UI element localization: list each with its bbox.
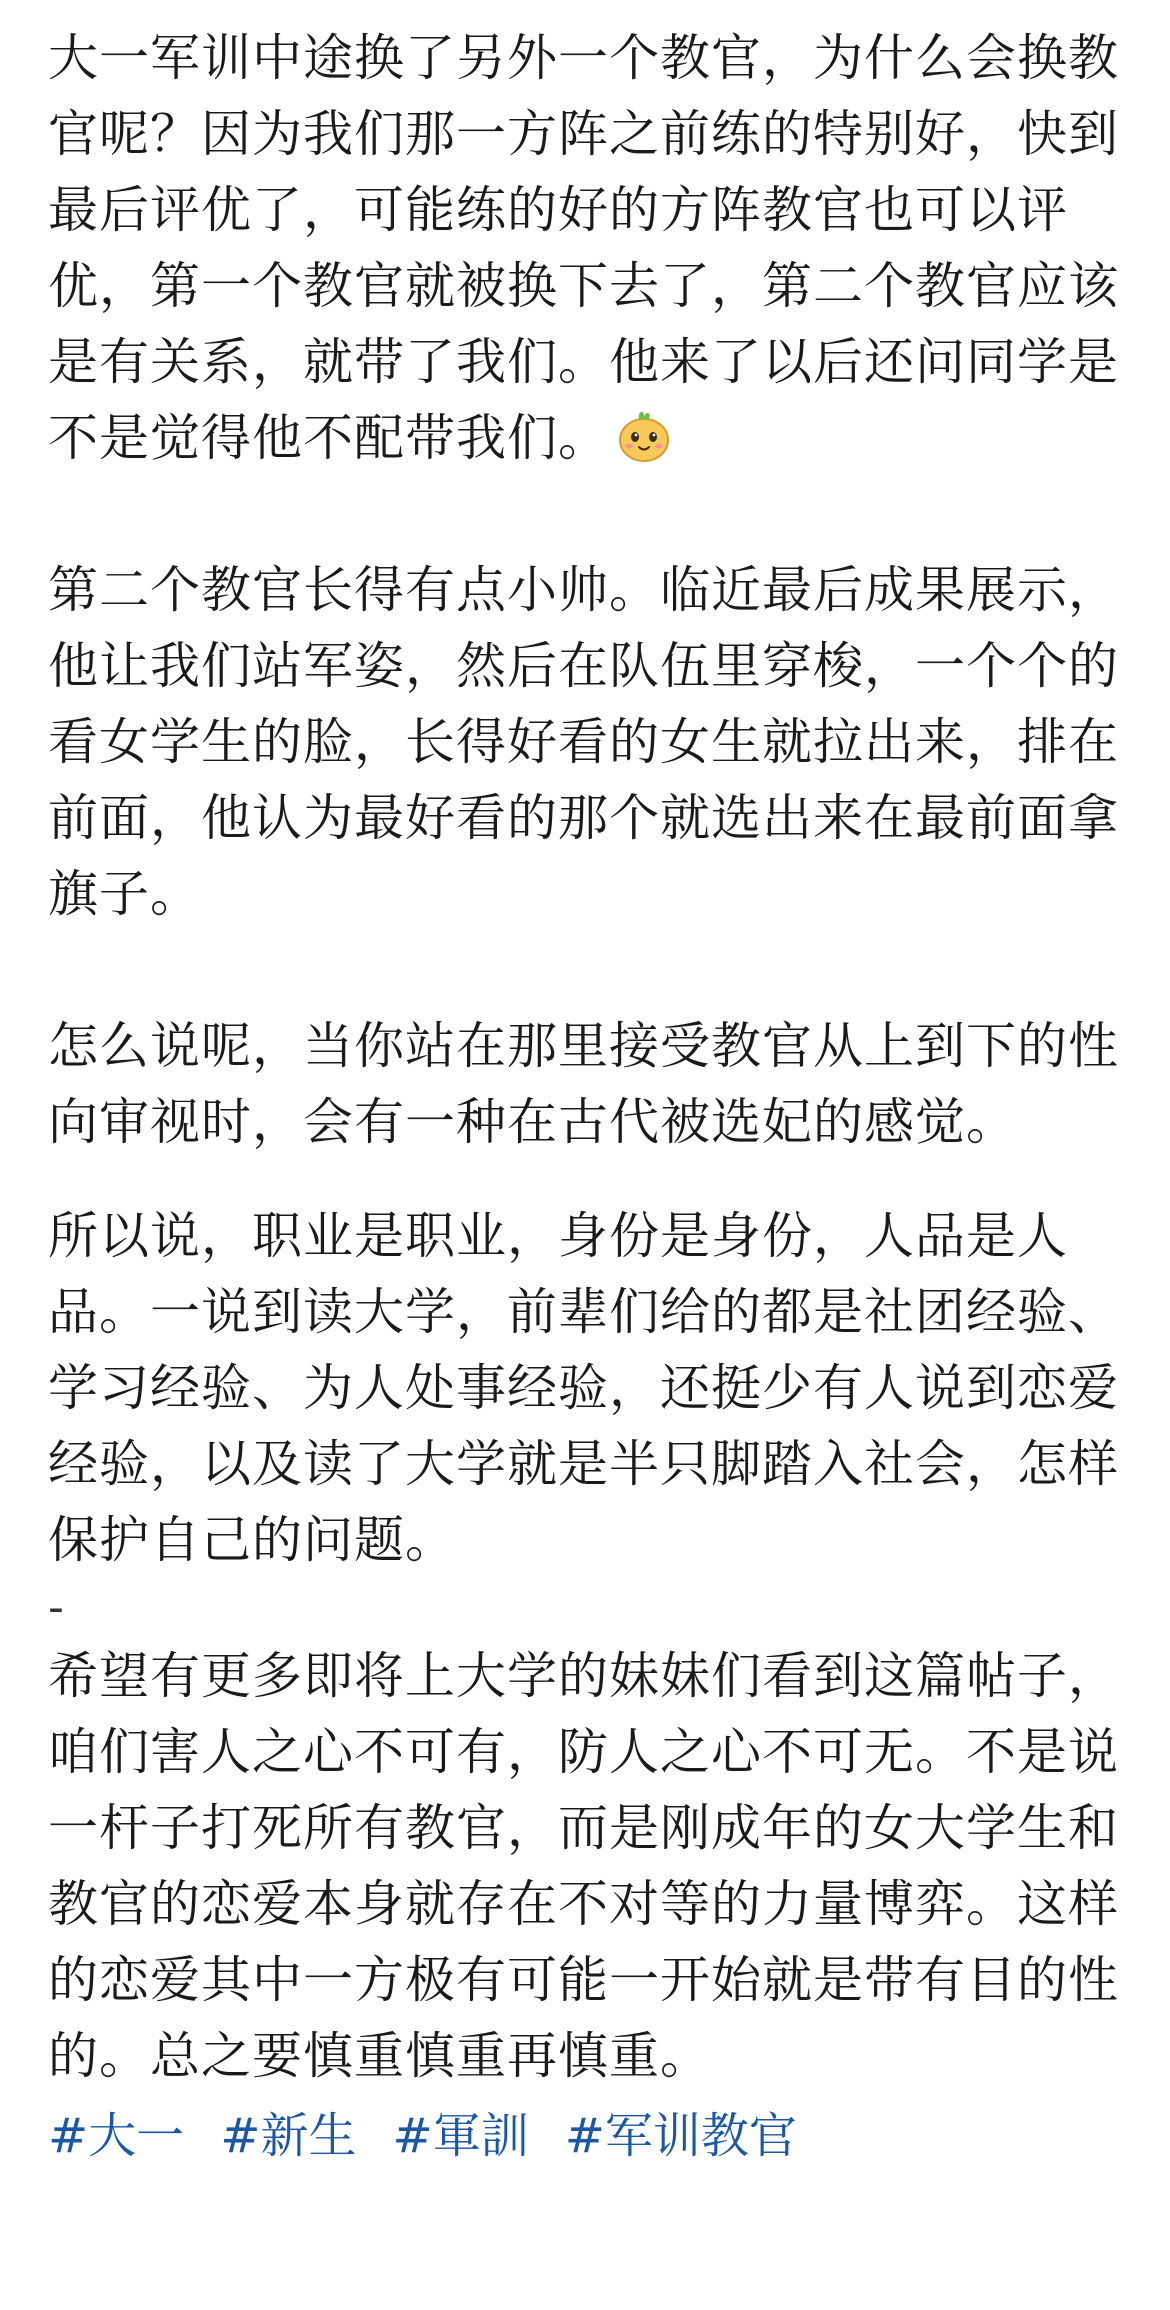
hashtag-link[interactable]: #軍訓 [392, 2108, 529, 2164]
paragraph-1 [48, 20, 1122, 476]
paragraph-4: 所以说，职业是职业，身份是身份，人品是人品。一说到读大学，前辈们给的都是社团经验、学习经验、为人处事经验，还挺少有人说到恋爱经验，以及读了大学就是半只脚踏入社会，怎样保护自己的问题。 [48, 1207, 1119, 1569]
smiling-bun-emoji-icon [615, 407, 673, 465]
paragraph-1-text: 大一军训中途换了另外一个教官，为什么会换教官呢？因为我们那一方阵之前练的特别好，快到最后评优了，可能练的好的方阵教官也可以评优，第一个教官就被换下去了，第二个教官应该是有关系，就带了我们。他来了以后还问同学是不是觉得他不配带我们。 [48, 29, 1119, 467]
paragraph-2: 第二个教官长得有点小帅。临近最后成果展示，他让我们站军姿，然后在队伍里穿梭，一个个的看女学生的脸，长得好看的女生就拉出来，排在前面，他认为最好看的那个就选出来在最前面拿旗子。 [48, 561, 1119, 923]
hashtag-list [48, 2098, 1122, 2174]
hashtag-link[interactable]: #军训教官 [564, 2108, 797, 2164]
hashtag-link[interactable]: #大一 [48, 2108, 185, 2164]
post-body [48, 20, 1122, 2174]
paragraph-3: 怎么说呢，当你站在那里接受教官从上到下的性向审视时，会有一种在古代被选妃的感觉。 [48, 1017, 1119, 1151]
paragraph-5: 希望有更多即将上大学的妹妹们看到这篇帖子，咱们害人之心不可有，防人之心不可无。不是说一杆子打死所有教官，而是刚成年的女大学生和教官的恋爱本身就存在不对等的力量博弈。这样的恋爱其中一方极有可能一开始就是带有目的性的。总之要慎重慎重再慎重。 [48, 1647, 1119, 2085]
hashtag-link[interactable]: #新生 [220, 2108, 357, 2164]
separator: - [48, 1582, 64, 1633]
